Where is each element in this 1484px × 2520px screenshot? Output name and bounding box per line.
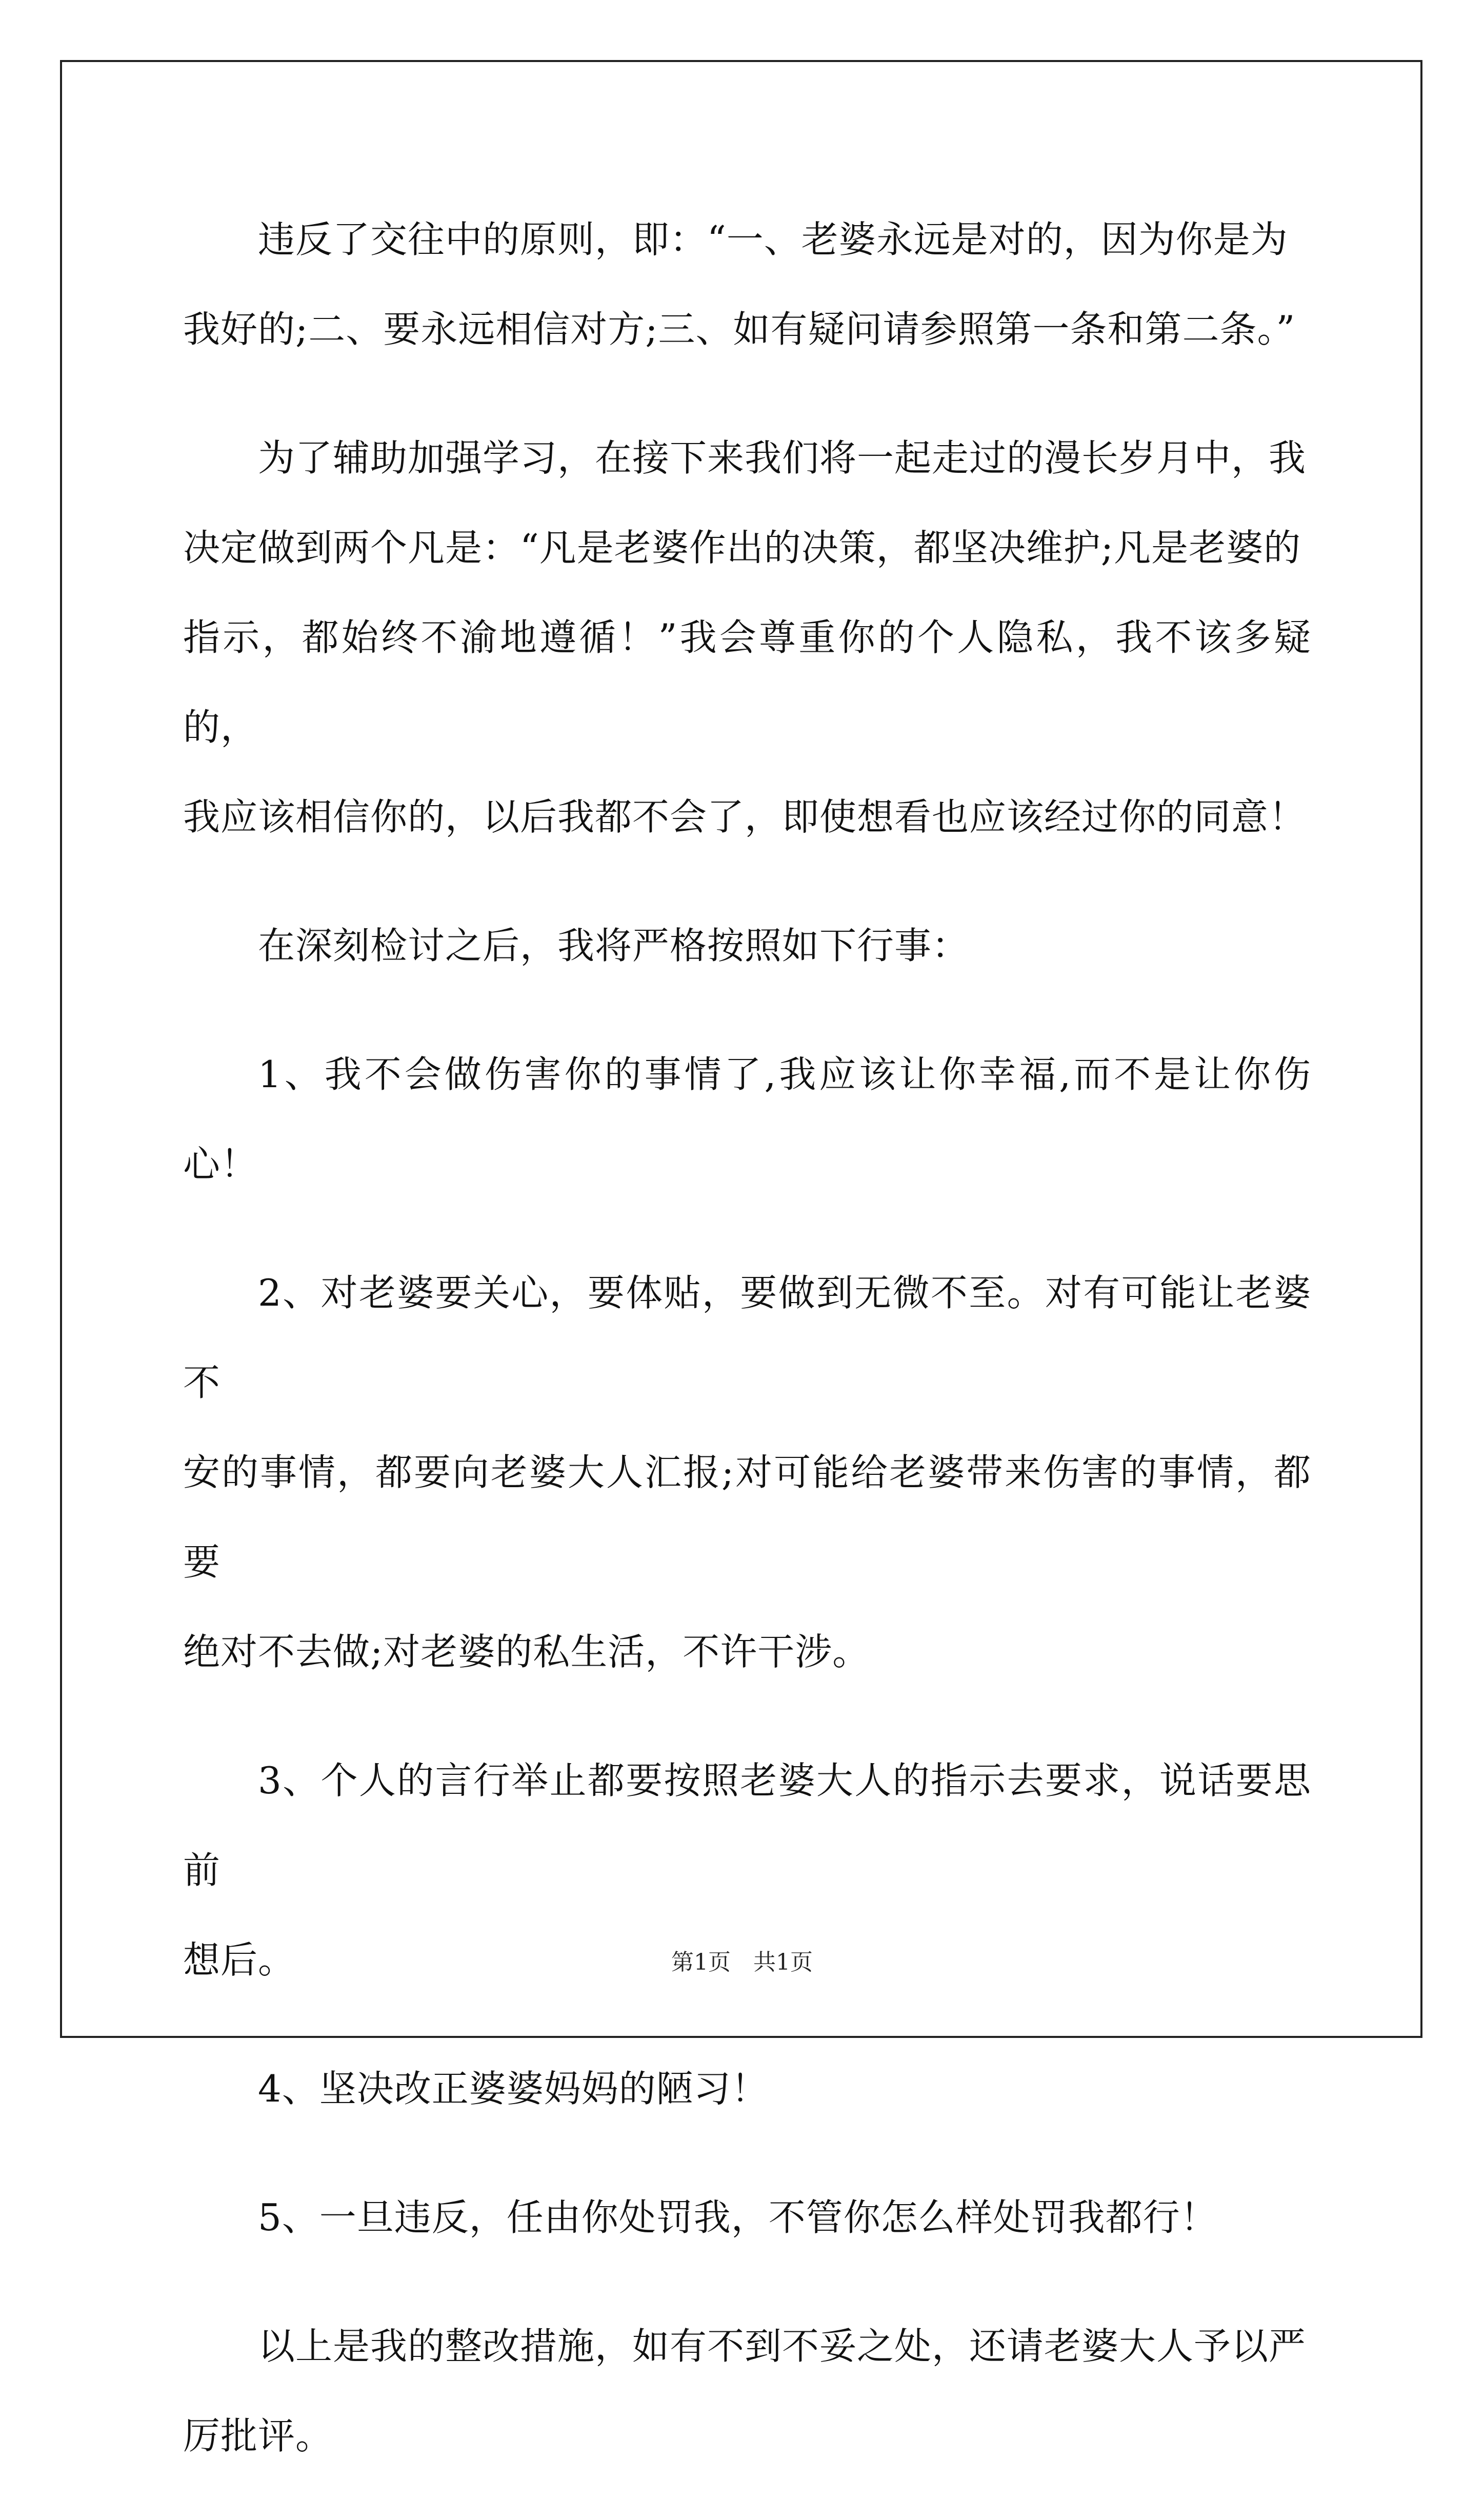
text-line: 4、坚决改正婆婆妈妈的陋习！ (258, 2067, 769, 2110)
text-line: 想后。 (183, 1938, 296, 1982)
text-line: 我应该相信你的，以后我都不会了，即使想看也应该经过你的同意！ (183, 795, 1307, 838)
text-line: 以上是我的整改措施，如有不到不妥之处，还请老婆大人予以严 (258, 2325, 1307, 2368)
text-line: 安的事情，都要向老婆大人汇报;对可能给老婆带来伤害的事情，都要 (183, 1451, 1311, 1584)
paragraph (183, 2044, 1311, 2134)
paragraph (183, 1030, 1311, 1209)
paragraph (183, 2173, 1311, 2263)
text-line: 我好的;二、要永远相信对方;三、如有疑问请参照第一条和第二条。” (183, 308, 1296, 351)
text-line: 指示，都始终不渝地遵循！”我会尊重你的个人隐私，我不该多疑的， (183, 616, 1311, 749)
text-line: 2、对老婆要关心，要体贴，要做到无微不至。对有可能让老婆不 (183, 1271, 1311, 1404)
text-line: 1、我不会做伤害你的事情了,我应该让你幸福,而不是让你伤心！ (183, 1053, 1311, 1186)
text-line: 为了辅助加强学习，在接下来我们将一起走过的漫长岁月中，我 (258, 436, 1307, 479)
text-line: 违反了交往中的原则，即：“一、老婆永远是对的，因为你是为 (258, 218, 1288, 261)
page-footer: 第1页 共1页 (671, 1949, 813, 1975)
paragraph (183, 195, 1311, 374)
document-body (183, 195, 1311, 2520)
paragraph (183, 413, 1311, 862)
text-line: 3、个人的言行举止都要按照老婆大人的指示去要求，说话要思前 (183, 1759, 1311, 1892)
paragraph (183, 1248, 1311, 1697)
text-line: 绝对不去做;对老婆的私生活，不许干涉。 (183, 1630, 870, 1673)
paragraph (183, 2302, 1311, 2481)
paragraph (183, 901, 1311, 991)
text-line: 在深刻检讨之后，我将严格按照如下行事： (258, 924, 970, 967)
text-line: 5、一旦违反，任由你处罚我，不管你怎么样处罚我都行！ (258, 2196, 1218, 2239)
text-line: 厉批评。 (183, 2414, 333, 2457)
text-line: 决定做到两个凡是：“凡是老婆作出的决策，都坚决维护;凡是老婆的 (183, 526, 1301, 569)
